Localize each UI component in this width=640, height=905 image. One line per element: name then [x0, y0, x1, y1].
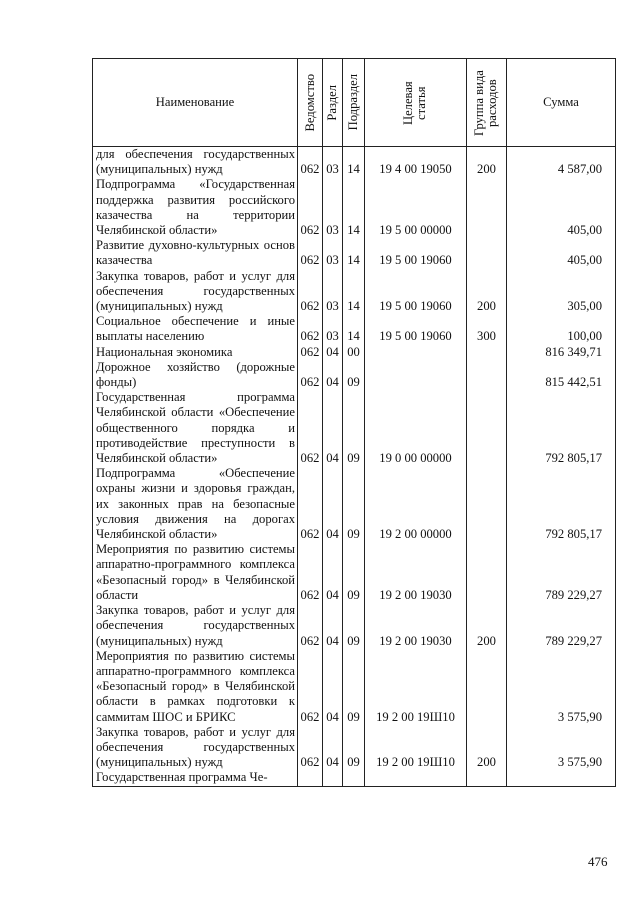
- row-celevaya: [365, 345, 467, 360]
- row-celevaya: 19 5 00 19060: [365, 269, 467, 315]
- row-name: Государственная программа Че-: [93, 770, 298, 786]
- row-summa: 792 805,17: [507, 466, 616, 542]
- row-podrazdel: 09: [343, 360, 365, 390]
- row-name: Развитие духовно-культурных основ казачества: [93, 238, 298, 268]
- row-summa: 789 229,27: [507, 542, 616, 603]
- row-name: Государственная программа Челябинской области «Обеспечение общественного порядка и противодействие преступности в Челябинской области»: [93, 390, 298, 466]
- row-name: Закупка товаров, работ и услуг для обеспечения государственных (муниципальных) нужд: [93, 269, 298, 315]
- row-summa: 305,00: [507, 269, 616, 315]
- row-podrazdel: 09: [343, 725, 365, 771]
- header-vedomstvo-label: Ведомство: [302, 73, 317, 132]
- row-vedomstvo: 062: [298, 390, 323, 466]
- table-row: [93, 177, 616, 238]
- row-summa: 405,00: [507, 238, 616, 268]
- header-celevaya: [365, 59, 467, 147]
- row-gruppa: [467, 360, 507, 390]
- table-row: [93, 649, 616, 725]
- row-podrazdel: 14: [343, 269, 365, 315]
- row-podrazdel: 14: [343, 147, 365, 178]
- row-vedomstvo: 062: [298, 147, 323, 178]
- row-summa: [507, 770, 616, 786]
- row-podrazdel: 09: [343, 466, 365, 542]
- header-podrazdel-label: Подраздел: [346, 74, 360, 131]
- header-razdel: [323, 59, 343, 147]
- row-gruppa: [467, 466, 507, 542]
- row-razdel: 04: [323, 466, 343, 542]
- row-gruppa: 300: [467, 314, 507, 344]
- row-podrazdel: 00: [343, 345, 365, 360]
- row-vedomstvo: 062: [298, 542, 323, 603]
- row-gruppa: 200: [467, 725, 507, 771]
- header-gruppa-label: Группа вида расходов: [471, 69, 499, 136]
- row-summa: 3 575,90: [507, 649, 616, 725]
- row-gruppa: [467, 770, 507, 786]
- row-razdel: 03: [323, 147, 343, 178]
- table-row: [93, 269, 616, 315]
- row-razdel: [323, 770, 343, 786]
- row-name: для обеспечения государственных (муниципальных) нужд: [93, 147, 298, 178]
- row-podrazdel: 09: [343, 603, 365, 649]
- row-gruppa: [467, 238, 507, 268]
- row-gruppa: 200: [467, 603, 507, 649]
- table-row: [93, 542, 616, 603]
- row-vedomstvo: 062: [298, 177, 323, 238]
- header-podrazdel: [343, 59, 365, 147]
- table-row: [93, 725, 616, 771]
- row-razdel: 04: [323, 603, 343, 649]
- row-summa: 789 229,27: [507, 603, 616, 649]
- row-celevaya: 19 2 00 19030: [365, 542, 467, 603]
- table-row: [93, 466, 616, 542]
- row-razdel: 04: [323, 345, 343, 360]
- row-name: Мероприятия по развитию системы аппаратно-программного комплекса «Безопасный город» в Челябинской области: [93, 542, 298, 603]
- row-razdel: 04: [323, 725, 343, 771]
- row-celevaya: [365, 770, 467, 786]
- table-body: [93, 147, 616, 787]
- header-summa: Сумма: [507, 59, 616, 147]
- table-row: [93, 147, 616, 178]
- table-row: [93, 238, 616, 268]
- row-vedomstvo: 062: [298, 238, 323, 268]
- row-razdel: 03: [323, 269, 343, 315]
- row-celevaya: 19 4 00 19050: [365, 147, 467, 178]
- row-gruppa: 200: [467, 269, 507, 315]
- row-gruppa: [467, 177, 507, 238]
- row-podrazdel: 09: [343, 649, 365, 725]
- row-summa: 405,00: [507, 177, 616, 238]
- row-razdel: 04: [323, 390, 343, 466]
- row-name: Дорожное хозяйство (дорожные фонды): [93, 360, 298, 390]
- row-podrazdel: [343, 770, 365, 786]
- row-summa: 815 442,51: [507, 360, 616, 390]
- row-celevaya: 19 5 00 00000: [365, 177, 467, 238]
- row-summa: 816 349,71: [507, 345, 616, 360]
- row-razdel: 04: [323, 360, 343, 390]
- row-vedomstvo: 062: [298, 725, 323, 771]
- row-vedomstvo: 062: [298, 466, 323, 542]
- row-summa: 100,00: [507, 314, 616, 344]
- row-celevaya: 19 2 00 19030: [365, 603, 467, 649]
- row-podrazdel: 14: [343, 238, 365, 268]
- row-summa: 4 587,00: [507, 147, 616, 178]
- budget-table: [92, 58, 616, 787]
- row-summa: 3 575,90: [507, 725, 616, 771]
- row-vedomstvo: 062: [298, 360, 323, 390]
- table-header: [93, 59, 616, 147]
- row-celevaya: 19 0 00 00000: [365, 390, 467, 466]
- header-gruppa: [467, 59, 507, 147]
- header-vedomstvo: [298, 59, 323, 147]
- row-gruppa: [467, 542, 507, 603]
- row-celevaya: 19 2 00 00000: [365, 466, 467, 542]
- table-row: [93, 603, 616, 649]
- row-celevaya: 19 2 00 19Ш10: [365, 649, 467, 725]
- row-name: Социальное обеспечение и иные выплаты населению: [93, 314, 298, 344]
- row-vedomstvo: 062: [298, 345, 323, 360]
- table-row: [93, 360, 616, 390]
- row-podrazdel: 09: [343, 390, 365, 466]
- row-razdel: 04: [323, 649, 343, 725]
- row-name: Национальная экономика: [93, 345, 298, 360]
- row-celevaya: 19 2 00 19Ш10: [365, 725, 467, 771]
- table-row: [93, 770, 616, 786]
- header-name: Наименование: [93, 59, 298, 147]
- page-number: 476: [588, 854, 608, 869]
- row-podrazdel: 14: [343, 314, 365, 344]
- row-gruppa: [467, 390, 507, 466]
- row-razdel: 03: [323, 177, 343, 238]
- row-gruppa: 200: [467, 147, 507, 178]
- row-name: Закупка товаров, работ и услуг для обеспечения государственных (муниципальных) нужд: [93, 725, 298, 771]
- row-razdel: 03: [323, 314, 343, 344]
- budget-table-container: [92, 58, 615, 787]
- row-podrazdel: 09: [343, 542, 365, 603]
- row-razdel: 04: [323, 542, 343, 603]
- table-row: [93, 390, 616, 466]
- row-vedomstvo: 062: [298, 603, 323, 649]
- row-gruppa: [467, 345, 507, 360]
- row-vedomstvo: 062: [298, 649, 323, 725]
- row-gruppa: [467, 649, 507, 725]
- row-vedomstvo: 062: [298, 269, 323, 315]
- row-celevaya: 19 5 00 19060: [365, 314, 467, 344]
- row-vedomstvo: 062: [298, 314, 323, 344]
- row-vedomstvo: [298, 770, 323, 786]
- header-razdel-label: Раздел: [325, 84, 339, 121]
- row-podrazdel: 14: [343, 177, 365, 238]
- row-name: Подпрограмма «Государственная поддержка развития российского казачества на территории Челябинской области»: [93, 177, 298, 238]
- table-row: [93, 345, 616, 360]
- row-celevaya: [365, 360, 467, 390]
- row-name: Мероприятия по развитию системы аппаратно-программного комплекса «Безопасный город» в Челябинской области в рамках подготовки к саммитам ШОС и БРИКС: [93, 649, 298, 725]
- table-row: [93, 314, 616, 344]
- row-name: Подпрограмма «Обеспечение охраны жизни и здоровья граждан, их законных прав на безопасные условия движения на дорогах Челябинской области»: [93, 466, 298, 542]
- row-name: Закупка товаров, работ и услуг для обеспечения государственных (муниципальных) нужд: [93, 603, 298, 649]
- row-celevaya: 19 5 00 19060: [365, 238, 467, 268]
- header-celevaya-label: Целевая статья: [400, 80, 428, 125]
- row-razdel: 03: [323, 238, 343, 268]
- row-summa: 792 805,17: [507, 390, 616, 466]
